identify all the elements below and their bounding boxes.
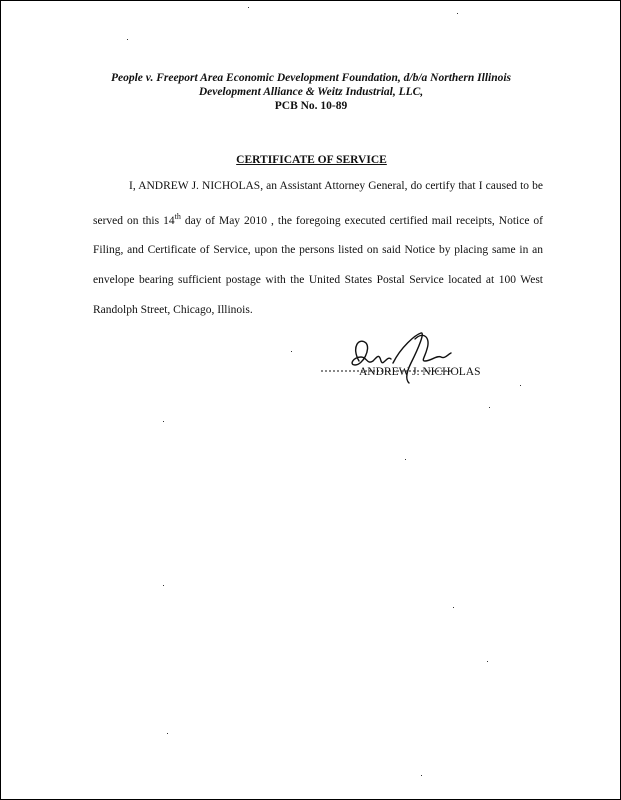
scan-speck: [248, 7, 249, 8]
body-text-part-2: day of May 2010 , the foregoing executed certified mail receipts, Notice of Filing, and Certificate of Service, upon the persons listed on said Notice by placing same in an envelope bearing sufficient postage with the United States Postal Service located at 100 West Randolph Street, Chicago, Illinois.: [93, 214, 543, 317]
scan-speck: [520, 385, 521, 386]
handwritten-signature: [321, 327, 461, 387]
ordinal-suffix: th: [174, 211, 181, 221]
scan-speck: [127, 39, 128, 40]
scan-speck: [163, 421, 164, 422]
signer-name: ANDREW J. NICHOLAS: [359, 366, 481, 378]
case-caption: [61, 71, 561, 113]
scan-speck: [489, 407, 490, 408]
scan-speck: [453, 607, 454, 608]
scan-speck: [405, 459, 406, 460]
case-number: PCB No. 10-89: [274, 100, 348, 112]
certificate-title: CERTIFICATE OF SERVICE: [236, 154, 387, 166]
scan-speck: [457, 13, 458, 14]
scan-speck: [487, 661, 488, 662]
caption-line-2: Development Alliance & Weitz Industrial, LLC,: [198, 86, 424, 98]
scan-speck: [167, 733, 168, 734]
certificate-body: [93, 172, 543, 326]
scan-speck: [421, 775, 422, 776]
scan-speck: [163, 585, 164, 586]
caption-line-1: People v. Freeport Area Economic Development Foundation, d/b/a Northern Illinois: [110, 72, 512, 84]
scan-speck: [291, 351, 292, 352]
body-text-part-1: I, ANDREW J. NICHOLAS, an Assistant Attorney General, do certify that I caused to be served on this 14: [93, 180, 543, 227]
